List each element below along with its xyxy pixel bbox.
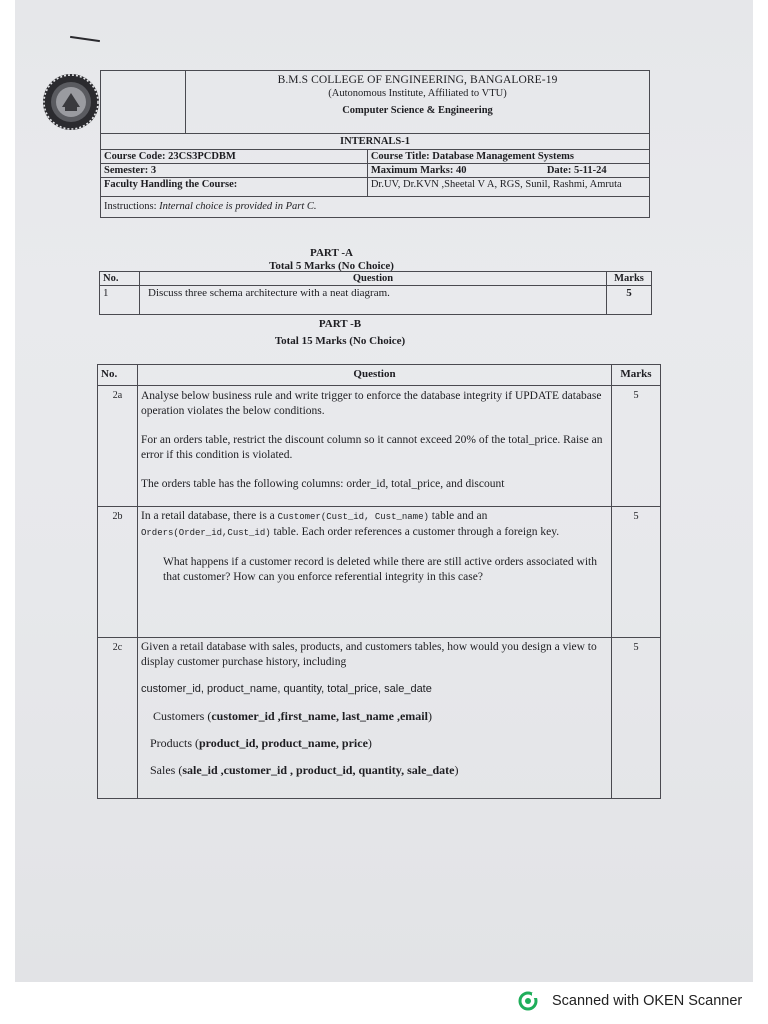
instructions: Instructions: Internal choice is provided in Part C. [101,197,650,218]
part-a-title: PART -A [310,247,353,259]
question-number: 2c [98,638,138,799]
exam-header-table [100,70,650,218]
question-marks: 5 [607,286,652,315]
products-schema: Products (product_id, product_name, price) [150,736,372,750]
faculty-names: Dr.UV, Dr.KVN ,Sheetal V A, RGS, Sunil, Rashmi, Amruta [367,178,649,197]
table-row [100,286,652,315]
scanner-footer [518,990,742,1012]
part-b-title: PART -B [318,318,362,330]
question-number: 2a [98,386,138,507]
part-a-col-marks: Marks [607,272,652,286]
department-name: Computer Science & Engineering [342,105,493,116]
part-b-subtitle: Total 15 Marks (No Choice) [274,335,406,347]
question-marks: 5 [612,507,661,638]
question-text: In a retail database, there is a Customer(Cust_id, Cust_name) table and an Orders(Order_id,Cust_id) table. Each order references a customer through a foreign key. What happens if a customer record is deleted while there are still active orders associated with that customer? How can you enforce referential integrity in this case? [138,507,612,638]
question-text: Discuss three schema architecture with a neat diagram. [140,286,607,315]
part-a-col-no: No. [100,272,140,286]
table-row [98,386,661,507]
institute-block [186,71,650,134]
scanner-footer-text: Scanned with OKEN Scanner [552,993,743,1009]
exam-date: Date: 5-11-24 [544,164,650,178]
part-a-table [99,271,652,315]
part-a-subtitle: Total 5 Marks (No Choice) [269,260,394,272]
customers-schema: Customers (customer_id ,first_name, last_name ,email) [153,709,432,723]
question-number: 2b [98,507,138,638]
header-logo-cell [101,71,186,134]
semester: Semester: 3 [101,164,368,178]
course-code: Course Code: 23CS3PCDBM [101,150,368,164]
pen-mark [70,36,100,42]
question-marks: 5 [612,638,661,799]
table-row [98,507,661,638]
max-marks: Maximum Marks: 40 [367,164,544,178]
faculty-label: Faculty Handling the Course: [101,178,368,197]
part-b-col-marks: Marks [612,365,661,386]
question-text: Given a retail database with sales, products, and customers tables, how would you design a view to display customer purchase history, including customer_id, product_name, quantity, total_price, sale_date Customers (customer_id ,first_name, last_name ,email) Products (product_id, product_name, price) Sales (sale_id ,customer_id , product_id, quantity, sale_date) [138,638,612,799]
table-row [98,638,661,799]
question-text: Analyse below business rule and write trigger to enforce the database integrity if UPDATE database operation violates the below conditions. For an orders table, restrict the discount column so it cannot exceed 20% of the total_price. Raise an error if this condition is violated. The orders table has the following columns: order_id, total_price, and discount [138,386,612,507]
course-title: Course Title: Database Management Systems [367,150,649,164]
part-b-col-question: Question [138,365,612,386]
college-seal-icon [42,73,100,131]
college-affiliation: (Autonomous Institute, Affiliated to VTU) [328,88,507,99]
exam-name: INTERNALS-1 [101,134,650,150]
part-b-table [97,364,661,799]
oken-scanner-logo-icon [518,991,538,1011]
question-number: 1 [100,286,140,315]
question-marks: 5 [612,386,661,507]
sales-schema: Sales (sale_id ,customer_id , product_id, quantity, sale_date) [150,763,459,777]
college-name: B.M.S COLLEGE OF ENGINEERING, BANGALORE-19 [277,74,558,86]
part-a-col-question: Question [140,272,607,286]
part-b-col-no: No. [98,365,138,386]
